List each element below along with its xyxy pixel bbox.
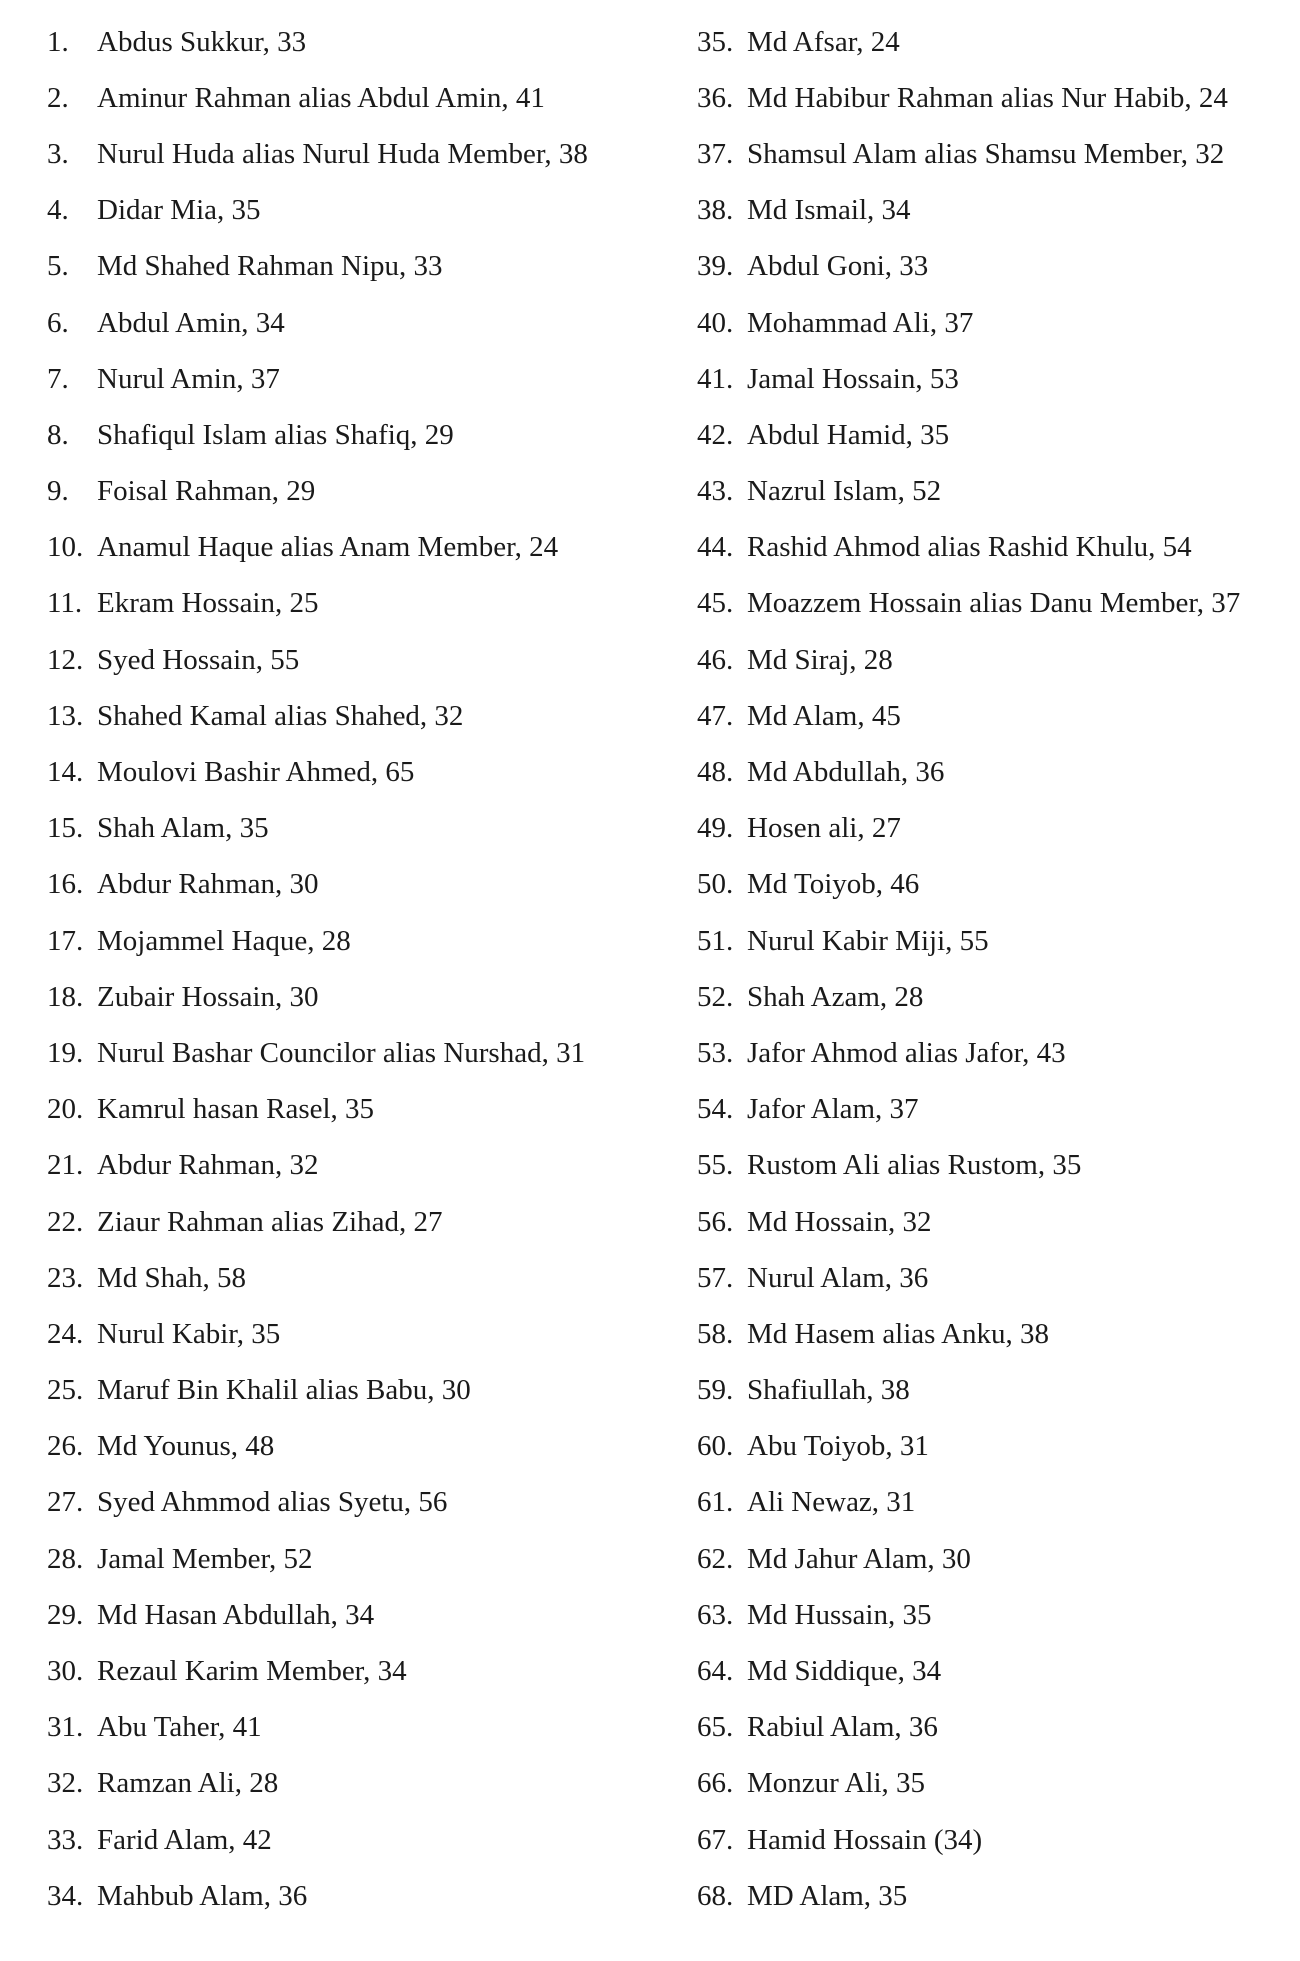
list-item: [697, 1587, 1287, 1643]
list-item-number: 64.: [697, 1655, 734, 1688]
list-item-name-age: Hamid Hossain (34): [747, 1823, 983, 1856]
list-item: [697, 1475, 1287, 1531]
names-list-right-column: [697, 14, 1287, 1924]
list-item-number: 40.: [697, 306, 734, 339]
list-item-name-age: Md Shah, 58: [97, 1261, 247, 1294]
list-item-name-age: Maruf Bin Khalil alias Babu, 30: [97, 1374, 471, 1407]
list-item: [697, 1138, 1287, 1194]
list-item-number: 49.: [697, 812, 734, 845]
list-item-number: 31.: [47, 1711, 84, 1744]
list-item-name-age: Md Ismail, 34: [747, 194, 911, 227]
list-item-name-age: Md Hussain, 35: [747, 1598, 932, 1631]
list-item-number: 63.: [697, 1598, 734, 1631]
list-item: [697, 351, 1287, 407]
list-item-name-age: Ali Newaz, 31: [747, 1486, 916, 1519]
list-item-name-age: Zubair Hossain, 30: [97, 980, 319, 1013]
list-item-number: 61.: [697, 1486, 734, 1519]
list-item: [47, 1363, 667, 1419]
list-item-name-age: Shafiqul Islam alias Shafiq, 29: [97, 418, 454, 451]
list-item: [697, 1025, 1287, 1081]
list-item-name-age: Md Toiyob, 46: [747, 868, 920, 901]
list-item: [47, 1138, 667, 1194]
list-item: [47, 1475, 667, 1531]
list-item-name-age: Shafiullah, 38: [747, 1374, 910, 1407]
list-item-name-age: Md Jahur Alam, 30: [747, 1542, 971, 1575]
list-item-name-age: Jafor Alam, 37: [747, 1093, 919, 1126]
list-item: [47, 801, 667, 857]
list-item-number: 55.: [697, 1149, 734, 1182]
list-item-number: 60.: [697, 1430, 734, 1463]
list-item: [47, 351, 667, 407]
list-item-number: 32.: [47, 1767, 84, 1800]
list-item-name-age: Kamrul hasan Rasel, 35: [97, 1093, 375, 1126]
list-item-name-age: Md Hossain, 32: [747, 1205, 932, 1238]
list-item-name-age: Ramzan Ali, 28: [97, 1767, 279, 1800]
list-item: [47, 688, 667, 744]
list-item-number: 43.: [697, 475, 734, 508]
list-item: [47, 14, 667, 70]
list-item-number: 42.: [697, 418, 734, 451]
list-item-number: 34.: [47, 1879, 84, 1912]
list-item: [697, 1419, 1287, 1475]
list-item-number: 41.: [697, 362, 734, 395]
list-item-name-age: Nurul Kabir, 35: [97, 1317, 281, 1350]
list-item-name-age: Abdul Goni, 33: [747, 250, 929, 283]
list-item-name-age: Abu Taher, 41: [97, 1711, 262, 1744]
list-item-number: 57.: [697, 1261, 734, 1294]
list-item-number: 56.: [697, 1205, 734, 1238]
list-item-name-age: Nurul Huda alias Nurul Huda Member, 38: [97, 137, 588, 170]
list-item: [697, 913, 1287, 969]
list-item: [697, 1082, 1287, 1138]
list-item-number: 62.: [697, 1542, 734, 1575]
list-item-number: 7.: [47, 362, 69, 395]
list-item-name-age: Moazzem Hossain alias Danu Member, 37: [747, 587, 1241, 620]
list-item: [697, 183, 1287, 239]
list-item: [47, 1756, 667, 1812]
list-item-number: 39.: [697, 250, 734, 283]
list-item-number: 21.: [47, 1149, 84, 1182]
list-item-name-age: Nurul Amin, 37: [97, 362, 280, 395]
list-item-number: 44.: [697, 531, 734, 564]
list-item: [47, 1194, 667, 1250]
list-item-name-age: Nazrul Islam, 52: [747, 475, 942, 508]
list-item-number: 46.: [697, 643, 734, 676]
list-item: [697, 969, 1287, 1025]
list-item-number: 4.: [47, 194, 69, 227]
list-item-name-age: Nurul Alam, 36: [747, 1261, 929, 1294]
list-item: [697, 70, 1287, 126]
list-item-number: 54.: [697, 1093, 734, 1126]
list-item-name-age: Shahed Kamal alias Shahed, 32: [97, 699, 464, 732]
list-item: [697, 632, 1287, 688]
list-item-name-age: Ziaur Rahman alias Zihad, 27: [97, 1205, 443, 1238]
list-item: [47, 1419, 667, 1475]
list-item: [47, 70, 667, 126]
list-item: [47, 1643, 667, 1699]
list-item: [47, 1082, 667, 1138]
list-item-number: 27.: [47, 1486, 84, 1519]
list-item-number: 58.: [697, 1317, 734, 1350]
list-item-name-age: Jamal Member, 52: [97, 1542, 313, 1575]
list-item: [47, 1812, 667, 1868]
list-item: [697, 744, 1287, 800]
list-item: [697, 1250, 1287, 1306]
list-item-name-age: Abdul Amin, 34: [97, 306, 285, 339]
list-item-name-age: Ekram Hossain, 25: [97, 587, 319, 620]
list-item-name-age: Hosen ali, 27: [747, 812, 901, 845]
list-item-number: 6.: [47, 306, 69, 339]
list-item-number: 26.: [47, 1430, 84, 1463]
list-item-number: 1.: [47, 25, 69, 58]
list-item-number: 48.: [697, 756, 734, 789]
list-item-name-age: Md Afsar, 24: [747, 25, 900, 58]
list-item-name-age: Shah Azam, 28: [747, 980, 924, 1013]
list-item-number: 35.: [697, 25, 734, 58]
list-item: [47, 857, 667, 913]
list-item-number: 18.: [47, 980, 84, 1013]
list-item: [697, 1812, 1287, 1868]
list-item-number: 65.: [697, 1711, 734, 1744]
list-item: [47, 520, 667, 576]
list-item-name-age: Rustom Ali alias Rustom, 35: [747, 1149, 1082, 1182]
list-item-number: 68.: [697, 1879, 734, 1912]
list-item-name-age: Shamsul Alam alias Shamsu Member, 32: [747, 137, 1225, 170]
list-item: [697, 688, 1287, 744]
list-item-number: 52.: [697, 980, 734, 1013]
list-item-name-age: Md Younus, 48: [97, 1430, 275, 1463]
list-item-name-age: Jafor Ahmod alias Jafor, 43: [747, 1036, 1066, 1069]
list-item-number: 15.: [47, 812, 84, 845]
list-item-name-age: Nurul Kabir Miji, 55: [747, 924, 989, 957]
list-item-number: 8.: [47, 418, 69, 451]
list-item-number: 29.: [47, 1598, 84, 1631]
list-item-number: 9.: [47, 475, 69, 508]
list-item-name-age: Didar Mia, 35: [97, 194, 261, 227]
list-item: [697, 1868, 1287, 1924]
list-item-number: 2.: [47, 81, 69, 114]
list-item-name-age: Nurul Bashar Councilor alias Nurshad, 31: [97, 1036, 586, 1069]
list-item-name-age: Mohammad Ali, 37: [747, 306, 974, 339]
list-item-name-age: Md Siddique, 34: [747, 1655, 942, 1688]
list-item: [47, 239, 667, 295]
list-item: [697, 1194, 1287, 1250]
list-item-name-age: Rabiul Alam, 36: [747, 1711, 938, 1744]
list-item-number: 30.: [47, 1655, 84, 1688]
list-item: [697, 576, 1287, 632]
list-item: [47, 969, 667, 1025]
list-item-name-age: Monzur Ali, 35: [747, 1767, 926, 1800]
list-item: [697, 407, 1287, 463]
list-item: [697, 239, 1287, 295]
list-item-number: 22.: [47, 1205, 84, 1238]
list-item-name-age: Syed Hossain, 55: [97, 643, 300, 676]
list-item: [697, 1363, 1287, 1419]
list-item-number: 36.: [697, 81, 734, 114]
list-item-name-age: Abu Toiyob, 31: [747, 1430, 929, 1463]
list-item: [697, 520, 1287, 576]
list-item: [47, 295, 667, 351]
list-item-name-age: Md Shahed Rahman Nipu, 33: [97, 250, 443, 283]
list-item-name-age: Jamal Hossain, 53: [747, 362, 959, 395]
list-item-number: 53.: [697, 1036, 734, 1069]
list-item-name-age: Foisal Rahman, 29: [97, 475, 316, 508]
list-item: [47, 407, 667, 463]
list-item-number: 13.: [47, 699, 84, 732]
list-item: [697, 801, 1287, 857]
list-item-name-age: Syed Ahmmod alias Syetu, 56: [97, 1486, 448, 1519]
list-item: [697, 464, 1287, 520]
list-item-number: 50.: [697, 868, 734, 901]
list-item-number: 11.: [47, 587, 83, 620]
list-item-number: 37.: [697, 137, 734, 170]
list-item-name-age: Mahbub Alam, 36: [97, 1879, 308, 1912]
list-item-name-age: Abdur Rahman, 30: [97, 868, 319, 901]
list-item: [47, 1306, 667, 1362]
list-item: [47, 1531, 667, 1587]
list-item-name-age: Anamul Haque alias Anam Member, 24: [97, 531, 559, 564]
list-item-number: 10.: [47, 531, 84, 564]
list-item-name-age: Farid Alam, 42: [97, 1823, 272, 1856]
list-item: [697, 857, 1287, 913]
list-item-number: 66.: [697, 1767, 734, 1800]
list-item-number: 20.: [47, 1093, 84, 1126]
list-item-name-age: Md Hasan Abdullah, 34: [97, 1598, 375, 1631]
list-item: [697, 295, 1287, 351]
list-item-name-age: Md Siraj, 28: [747, 643, 893, 676]
list-item: [47, 1587, 667, 1643]
list-item-name-age: Mojammel Haque, 28: [97, 924, 351, 957]
list-item: [47, 576, 667, 632]
list-item-name-age: Abdur Rahman, 32: [97, 1149, 319, 1182]
list-item-name-age: Rezaul Karim Member, 34: [97, 1655, 407, 1688]
list-item: [47, 1700, 667, 1756]
list-item-name-age: Aminur Rahman alias Abdul Amin, 41: [97, 81, 545, 114]
list-item: [697, 1306, 1287, 1362]
list-item-number: 23.: [47, 1261, 84, 1294]
list-item-name-age: Rashid Ahmod alias Rashid Khulu, 54: [747, 531, 1192, 564]
list-item: [697, 1643, 1287, 1699]
list-item-name-age: Abdul Hamid, 35: [747, 418, 950, 451]
list-item-number: 25.: [47, 1374, 84, 1407]
list-item-number: 28.: [47, 1542, 84, 1575]
list-item-name-age: MD Alam, 35: [747, 1879, 908, 1912]
list-item-name-age: Md Habibur Rahman alias Nur Habib, 24: [747, 81, 1228, 114]
list-item-number: 16.: [47, 868, 84, 901]
names-list-left-column: [47, 14, 667, 1924]
list-item-number: 24.: [47, 1317, 84, 1350]
list-item-name-age: Abdus Sukkur, 33: [97, 25, 307, 58]
list-item-number: 59.: [697, 1374, 734, 1407]
list-item-number: 12.: [47, 643, 84, 676]
list-item: [697, 1700, 1287, 1756]
list-item-name-age: Md Abdullah, 36: [747, 756, 945, 789]
list-item: [47, 126, 667, 182]
list-item-name-age: Md Hasem alias Anku, 38: [747, 1317, 1050, 1350]
list-item-number: 45.: [697, 587, 734, 620]
list-item-name-age: Moulovi Bashir Ahmed, 65: [97, 756, 415, 789]
list-item: [47, 1868, 667, 1924]
list-item-number: 19.: [47, 1036, 84, 1069]
list-item: [47, 632, 667, 688]
list-item: [697, 1756, 1287, 1812]
list-item-number: 47.: [697, 699, 734, 732]
list-item: [47, 744, 667, 800]
list-item: [47, 464, 667, 520]
list-item: [697, 14, 1287, 70]
list-item: [47, 183, 667, 239]
list-item-number: 67.: [697, 1823, 734, 1856]
list-item-number: 33.: [47, 1823, 84, 1856]
list-item-name-age: Shah Alam, 35: [97, 812, 269, 845]
list-item: [47, 1250, 667, 1306]
list-item-number: 38.: [697, 194, 734, 227]
list-item: [697, 1531, 1287, 1587]
list-item-number: 3.: [47, 137, 69, 170]
list-item-number: 5.: [47, 250, 69, 283]
list-item: [47, 1025, 667, 1081]
list-item-name-age: Md Alam, 45: [747, 699, 901, 732]
list-item-number: 51.: [697, 924, 734, 957]
list-item: [47, 913, 667, 969]
list-item: [697, 126, 1287, 182]
list-item-number: 14.: [47, 756, 84, 789]
list-item-number: 17.: [47, 924, 84, 957]
